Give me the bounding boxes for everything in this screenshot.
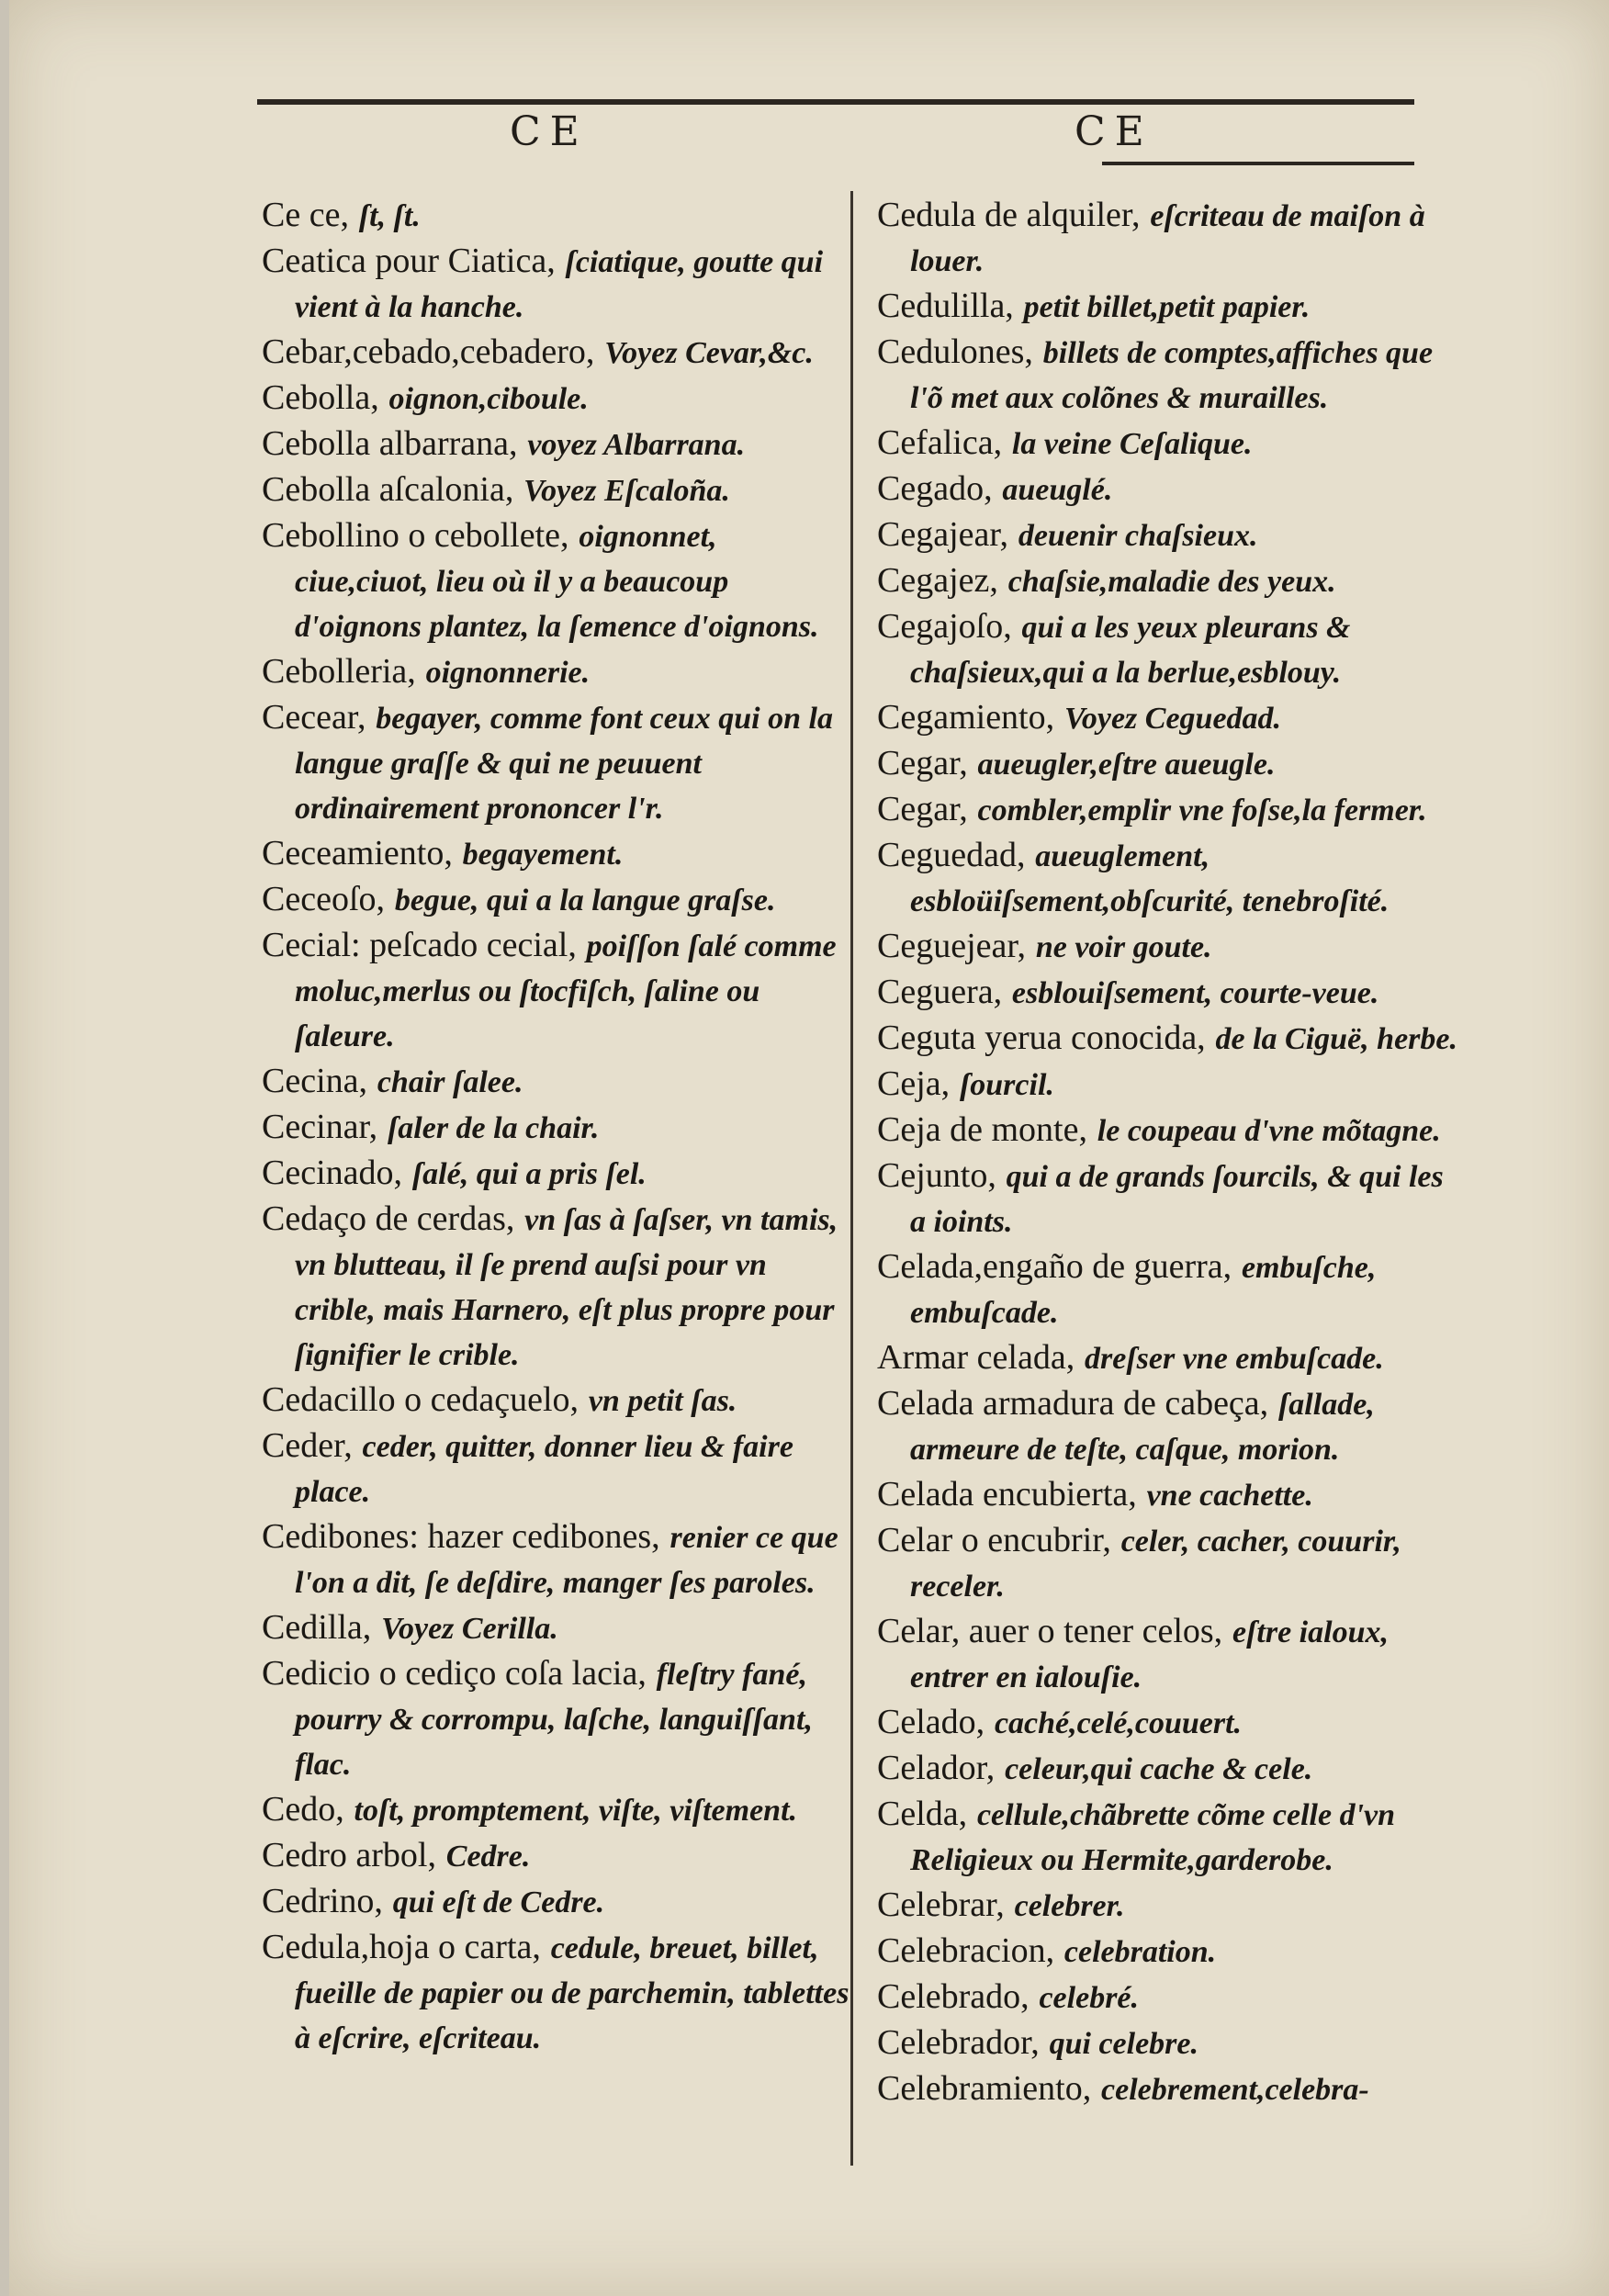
dictionary-entry bbox=[877, 467, 1465, 512]
entry-definition: eſcriteau de maiſon à louer. bbox=[910, 199, 1425, 278]
entry-headword: Ceatica pour Ciatica, bbox=[262, 242, 556, 280]
entry-headword: Cebolleria, bbox=[262, 652, 416, 691]
dictionary-entry bbox=[262, 831, 850, 877]
entry-definition: ſaler de la chair. bbox=[387, 1111, 600, 1145]
entry-headword: Armar celada, bbox=[877, 1338, 1075, 1377]
dictionary-entry bbox=[262, 422, 850, 467]
dictionary-entry bbox=[262, 1833, 850, 1879]
dictionary-entry bbox=[262, 695, 850, 831]
entry-definition: qui celebre. bbox=[1049, 2027, 1199, 2061]
entry-headword: Cegamiento, bbox=[877, 698, 1055, 737]
dictionary-entry bbox=[877, 1472, 1465, 1518]
entry-headword: Cedula,hoja o carta, bbox=[262, 1928, 541, 1966]
entry-definition: toſt, promptement, viſte, viſtement. bbox=[354, 1794, 798, 1828]
entry-definition: vne cachette. bbox=[1146, 1479, 1313, 1513]
right-column bbox=[877, 193, 1465, 2112]
dictionary-entry bbox=[877, 741, 1465, 787]
dictionary-entry bbox=[877, 1381, 1465, 1472]
dictionary-entry bbox=[877, 1108, 1465, 1154]
entry-definition: celebré. bbox=[1039, 1981, 1140, 2015]
entry-definition: le coupeau d'vne mõtagne. bbox=[1097, 1114, 1441, 1148]
entry-headword: Ceguta yerua conocida, bbox=[877, 1019, 1206, 1057]
entry-definition: aueuglement, esbloüiſsement,obſcurité, tenebroſité. bbox=[910, 839, 1390, 918]
dictionary-entry bbox=[262, 1059, 850, 1105]
entry-definition: la veine Ceſalique. bbox=[1011, 427, 1253, 461]
entry-definition: chair ſalee. bbox=[377, 1065, 523, 1099]
dictionary-entry bbox=[262, 193, 850, 239]
dictionary-entry bbox=[877, 2020, 1465, 2066]
dictionary-entry bbox=[877, 512, 1465, 558]
entry-headword: Celebrado, bbox=[877, 1977, 1030, 2016]
dictionary-entry bbox=[262, 1605, 850, 1651]
dictionary-entry bbox=[262, 1514, 850, 1605]
entry-definition: aueuglé. bbox=[1002, 473, 1113, 507]
dictionary-entry bbox=[262, 1424, 850, 1514]
entry-headword: Cegajez, bbox=[877, 561, 998, 600]
entry-headword: Celada encubierta, bbox=[877, 1475, 1137, 1514]
dictionary-entry bbox=[877, 1244, 1465, 1335]
entry-headword: Cecear, bbox=[262, 698, 366, 737]
left-column bbox=[262, 193, 850, 2061]
entry-headword: Ceceoſo, bbox=[262, 880, 386, 918]
entry-definition: celeur,qui cache & cele. bbox=[1005, 1752, 1313, 1786]
entry-headword: Cegajear, bbox=[877, 515, 1009, 554]
entry-definition: ne voir goute. bbox=[1035, 930, 1212, 964]
dictionary-entry bbox=[877, 970, 1465, 1016]
dictionary-entry bbox=[262, 376, 850, 422]
entry-definition: oignon,ciboule. bbox=[388, 382, 589, 416]
dictionary-entry bbox=[262, 239, 850, 330]
entry-headword: Cecina, bbox=[262, 1062, 368, 1100]
entry-definition: poiſſon ſalé comme moluc,merlus ou ſtocfiſch, ſaline ou ſaleure. bbox=[295, 929, 837, 1053]
entry-definition: oignonnerie. bbox=[425, 656, 591, 690]
entry-headword: Ceder, bbox=[262, 1426, 353, 1465]
entry-headword: Cegajoſo, bbox=[877, 607, 1012, 646]
dictionary-entry bbox=[262, 1197, 850, 1378]
dictionary-entry bbox=[877, 1792, 1465, 1883]
entry-definition: caché,celé,couuert. bbox=[994, 1706, 1243, 1740]
entry-definition: Voyez Cevar,&c. bbox=[604, 336, 814, 370]
entry-headword: Ceguedad, bbox=[877, 836, 1026, 874]
entry-headword: Celebracion, bbox=[877, 1931, 1055, 1970]
dictionary-entry bbox=[877, 558, 1465, 604]
dictionary-entry bbox=[262, 1378, 850, 1424]
entry-definition: renier ce que l'on a dit, ſe deſdire, manger ſes paroles. bbox=[295, 1521, 838, 1600]
entry-headword: Celebrar, bbox=[877, 1885, 1005, 1924]
entry-definition: cellule,chãbrette cõme celle d'vn Religieux ou Hermite,garderobe. bbox=[910, 1798, 1396, 1877]
entry-headword: Cedulilla, bbox=[877, 287, 1014, 325]
dictionary-entry bbox=[262, 1879, 850, 1925]
entry-definition: ceder, quitter, donner lieu & faire place. bbox=[295, 1430, 793, 1509]
entry-headword: Cegar, bbox=[877, 744, 968, 782]
entry-definition: ſt, ſt. bbox=[358, 199, 421, 233]
dictionary-entry bbox=[877, 1975, 1465, 2020]
entry-headword: Celar, auer o tener celos, bbox=[877, 1612, 1223, 1650]
entry-headword: Cedicio o cediço coſa lacia, bbox=[262, 1654, 647, 1693]
dictionary-entry bbox=[877, 2066, 1465, 2112]
dictionary-entry bbox=[877, 1609, 1465, 1700]
entry-definition: qui a les yeux pleurans & chaſsieux,qui a la berlue,esblouy. bbox=[910, 611, 1351, 690]
dictionary-entry bbox=[262, 1787, 850, 1833]
entry-definition: oignonnet, ciue,ciuot, lieu où il y a beaucoup d'oignons plantez, la ſemence d'oignons. bbox=[295, 520, 819, 644]
dictionary-entry bbox=[877, 695, 1465, 741]
entry-definition: deuenir chaſsieux. bbox=[1018, 519, 1258, 553]
entry-definition: celebration. bbox=[1063, 1935, 1217, 1969]
entry-definition: celebrement,celebra- bbox=[1101, 2073, 1369, 2107]
entry-headword: Celebrador, bbox=[877, 2023, 1040, 2062]
dictionary-entry bbox=[262, 877, 850, 923]
dictionary-entry bbox=[262, 330, 850, 376]
entry-headword: Cefalica, bbox=[877, 423, 1003, 462]
entry-definition: Voyez Cerilla. bbox=[381, 1612, 558, 1646]
entry-headword: Cedro arbol, bbox=[262, 1836, 436, 1874]
dictionary-entry bbox=[262, 1651, 850, 1787]
entry-definition: dreſser vne embuſcade. bbox=[1085, 1342, 1384, 1376]
entry-definition: aueugler,eſtre aueugle. bbox=[977, 748, 1276, 782]
entry-headword: Cecinado, bbox=[262, 1154, 403, 1192]
entry-headword: Celebramiento, bbox=[877, 2069, 1092, 2108]
entry-definition: billets de comptes,affiches que l'õ met aux colõnes & murailles. bbox=[910, 336, 1434, 415]
dictionary-entry bbox=[877, 1016, 1465, 1062]
entry-headword: Celada,engaño de guerra, bbox=[877, 1247, 1232, 1286]
entry-headword: Cegado, bbox=[877, 469, 993, 508]
entry-definition: vn petit ſas. bbox=[588, 1384, 737, 1418]
entry-headword: Ceja, bbox=[877, 1064, 951, 1103]
dictionary-entry bbox=[877, 1154, 1465, 1244]
entry-headword: Celada armadura de cabeça, bbox=[877, 1384, 1269, 1423]
dictionary-entry bbox=[877, 1335, 1465, 1381]
dictionary-entry bbox=[877, 193, 1465, 284]
dictionary-entry bbox=[877, 1929, 1465, 1975]
entry-definition: qui eſt de Cedre. bbox=[392, 1885, 605, 1919]
entry-definition: fleſtry fané, pourry & corrompu, laſche, languiſſant, flac. bbox=[295, 1658, 813, 1782]
dictionary-entry bbox=[877, 604, 1465, 695]
entry-headword: Cegar, bbox=[877, 790, 968, 828]
dictionary-entry bbox=[262, 513, 850, 649]
entry-definition: celebrer. bbox=[1014, 1889, 1125, 1923]
entry-definition: ſourcil. bbox=[959, 1068, 1054, 1102]
entry-headword: Cebollino o cebollete, bbox=[262, 516, 569, 555]
entry-headword: Cejunto, bbox=[877, 1156, 996, 1195]
dictionary-entry bbox=[262, 1151, 850, 1197]
dictionary-entry bbox=[877, 1062, 1465, 1108]
entry-headword: Celda, bbox=[877, 1795, 968, 1833]
dictionary-entry bbox=[262, 1105, 850, 1151]
entry-definition: chaſsie,maladie des yeux. bbox=[1007, 565, 1336, 599]
entry-headword: Ceguera, bbox=[877, 973, 1003, 1011]
entry-headword: Cedilla, bbox=[262, 1608, 372, 1647]
entry-definition: embuſche, embuſcade. bbox=[910, 1251, 1377, 1330]
entry-definition: petit billet,petit papier. bbox=[1023, 290, 1311, 324]
dictionary-entry bbox=[262, 1925, 850, 2061]
entry-definition: Voyez Eſcaloña. bbox=[523, 474, 730, 508]
entry-headword: Cecinar, bbox=[262, 1108, 378, 1146]
entry-headword: Cedrino, bbox=[262, 1882, 383, 1920]
running-head-left: CE bbox=[510, 108, 589, 155]
entry-definition: ſallade, armeure de teſte, caſque, morion. bbox=[910, 1388, 1375, 1467]
entry-headword: Cebolla albarrana, bbox=[262, 424, 518, 463]
entry-definition: qui a de grands ſourcils, & qui les a ioints. bbox=[910, 1160, 1444, 1239]
entry-headword: Cedacillo o cedaçuelo, bbox=[262, 1380, 579, 1419]
dictionary-entry bbox=[877, 284, 1465, 330]
entry-headword: Celado, bbox=[877, 1703, 985, 1741]
header-underline bbox=[1102, 162, 1414, 165]
dictionary-page bbox=[9, 0, 1609, 2296]
dictionary-entry bbox=[262, 649, 850, 695]
entry-definition: esblouiſsement, courte-veue. bbox=[1011, 976, 1379, 1010]
dictionary-entry bbox=[877, 1700, 1465, 1746]
entry-headword: Cedula de alquiler, bbox=[877, 196, 1141, 234]
entry-headword: Celar o encubrir, bbox=[877, 1521, 1111, 1559]
entry-definition: ſciatique, goutte qui vient à la hanche. bbox=[295, 245, 824, 324]
dictionary-entry bbox=[877, 330, 1465, 421]
entry-headword: Cebolla, bbox=[262, 378, 379, 417]
entry-definition: de la Ciguë, herbe. bbox=[1215, 1022, 1457, 1056]
dictionary-entry bbox=[877, 924, 1465, 970]
entry-definition: Voyez Ceguedad. bbox=[1063, 702, 1282, 736]
entry-headword: Ceja de monte, bbox=[877, 1110, 1087, 1149]
entry-definition: combler,emplir vne foſse,la fermer. bbox=[977, 793, 1427, 827]
entry-definition: Cedre. bbox=[445, 1840, 531, 1874]
entry-headword: Cedibones: hazer cedibones, bbox=[262, 1517, 660, 1556]
top-rule bbox=[257, 99, 1414, 105]
dictionary-entry bbox=[877, 1883, 1465, 1929]
entry-definition: begayer, comme font ceux qui on la langue graſſe & qui ne peuuent ordinairement prononcer l'r. bbox=[295, 702, 833, 826]
dictionary-entry bbox=[262, 923, 850, 1059]
entry-headword: Ceceamiento, bbox=[262, 834, 453, 872]
dictionary-entry bbox=[877, 1518, 1465, 1609]
entry-definition: ſalé, qui a pris ſel. bbox=[411, 1157, 647, 1191]
dictionary-entry bbox=[877, 421, 1465, 467]
entry-definition: eſtre ialoux, entrer en ialouſie. bbox=[910, 1615, 1389, 1694]
dictionary-entry bbox=[262, 467, 850, 513]
entry-definition: vn ſas à ſaſser, vn tamis, vn blutteau, il ſe prend auſsi pour vn crible, mais Harnero, eſt plus propre pour ſignifier le crible. bbox=[295, 1203, 838, 1372]
column-divider bbox=[850, 191, 853, 2166]
dictionary-entry bbox=[877, 833, 1465, 924]
entry-headword: Ce ce, bbox=[262, 196, 349, 234]
entry-headword: Cecial: peſcado cecial, bbox=[262, 926, 577, 964]
entry-headword: Cedo, bbox=[262, 1790, 344, 1829]
entry-definition: begayement. bbox=[462, 838, 624, 872]
dictionary-entry bbox=[877, 787, 1465, 833]
entry-headword: Cebolla aſcalonia, bbox=[262, 470, 514, 509]
entry-headword: Ceguejear, bbox=[877, 927, 1027, 965]
entry-definition: voyez Albarrana. bbox=[527, 428, 746, 462]
dictionary-entry bbox=[877, 1746, 1465, 1792]
entry-definition: celer, cacher, couurir, receler. bbox=[910, 1525, 1401, 1604]
entry-headword: Celador, bbox=[877, 1749, 996, 1787]
entry-headword: Cedulones, bbox=[877, 332, 1033, 371]
running-head-right: CE bbox=[1075, 108, 1153, 155]
entry-headword: Cebar,cebado,cebadero, bbox=[262, 332, 595, 371]
entry-definition: begue, qui a la langue graſse. bbox=[394, 884, 776, 917]
entry-definition: cedule, breuet, billet, fueille de papier ou de parchemin, tablettes à eſcrire, eſcriteau. bbox=[295, 1931, 850, 2055]
entry-headword: Cedaço de cerdas, bbox=[262, 1199, 515, 1238]
